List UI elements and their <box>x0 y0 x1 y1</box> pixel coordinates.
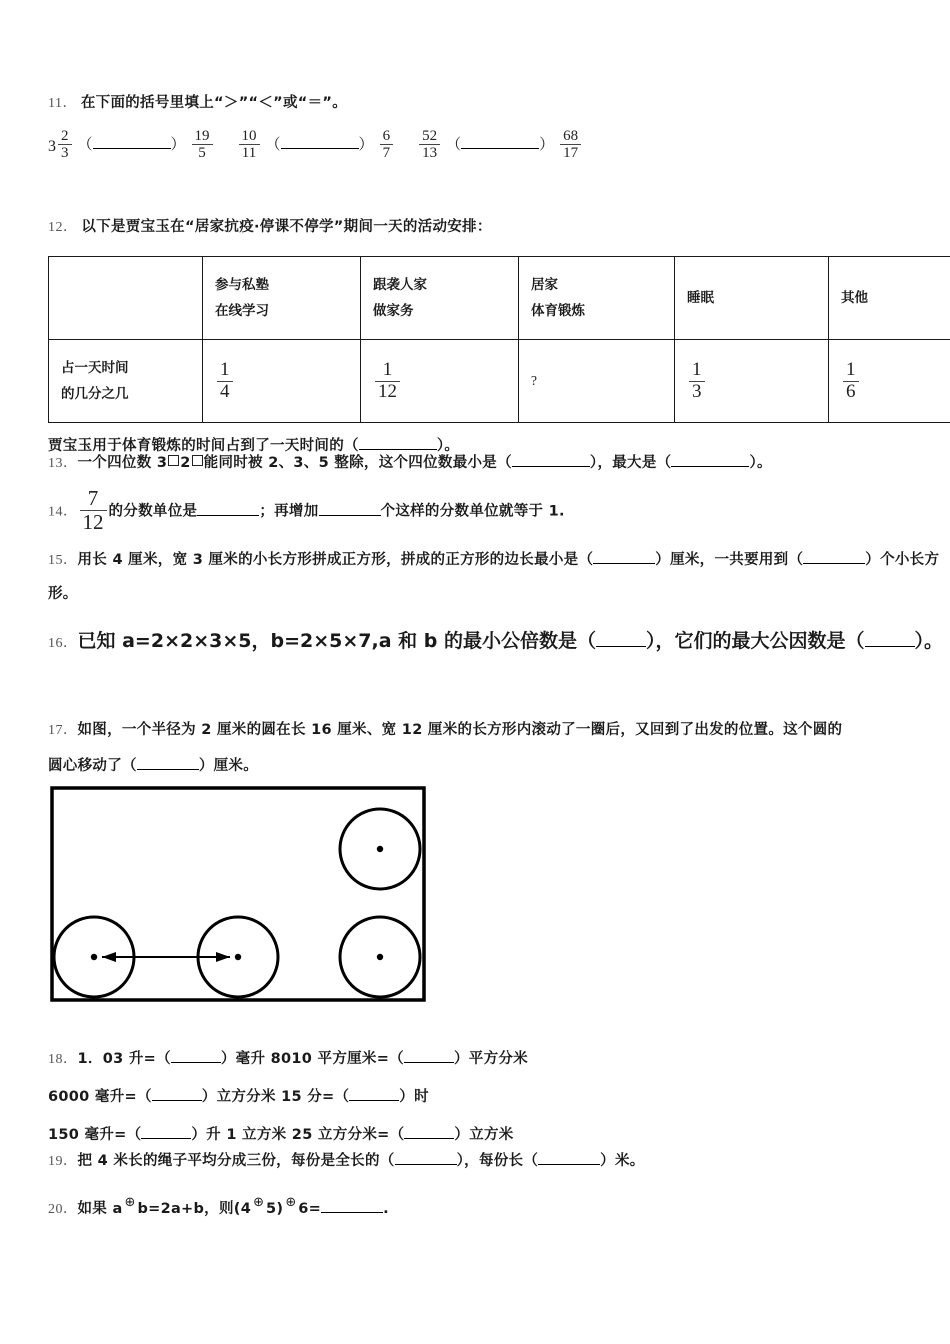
table-cell-corner <box>49 257 203 340</box>
q18-answer-blank-4[interactable] <box>349 1100 399 1101</box>
q11-paren-open-3: （ <box>446 135 462 154</box>
question-16-number: 16． <box>48 636 78 651</box>
schedule-table <box>48 256 950 423</box>
q13-text-5: ）。 <box>749 455 772 471</box>
question-17 <box>48 712 948 783</box>
q11-fraction-10-11: $\frac{10}{11}$ <box>239 128 260 161</box>
q12-followup-text-2: ）。 <box>436 438 460 455</box>
table-value-1 <box>203 340 361 423</box>
q14-text-3: 个这样的分数单位就等于 1. <box>380 503 565 520</box>
q11-mixed-number <box>48 128 74 162</box>
q13-text-4: ），最大是（ <box>589 455 672 471</box>
q14-answer-blank-2[interactable] <box>319 515 381 516</box>
q13-text-1: 一个四位数 3 <box>77 455 168 471</box>
q11-answer-blank-2[interactable] <box>281 148 359 149</box>
header-4-line1: 睡眠 <box>687 290 714 307</box>
q20-text-1: 如果 a <box>77 1201 123 1217</box>
q18-text-2b: ）立方分米 15 分=（ <box>201 1088 350 1105</box>
q15-answer-blank-2[interactable] <box>803 563 865 564</box>
question-15 <box>48 543 943 611</box>
q18-line-1 <box>48 1040 948 1078</box>
question-12-number: 12． <box>48 220 78 235</box>
q16-answer-blank-lcm[interactable] <box>596 646 646 647</box>
table-header-activity-3 <box>519 257 675 340</box>
question-18-number: 18． <box>48 1052 78 1067</box>
table-header-activity-2 <box>361 257 519 340</box>
q13-answer-blank-max[interactable] <box>671 466 749 467</box>
question-11-prompt <box>48 88 918 118</box>
diagram-circle-center-dot-bottom-right <box>377 954 383 960</box>
q18-text-3a: 150 毫升=（ <box>48 1126 142 1143</box>
row-label-line2: 的几分之几 <box>61 386 129 403</box>
q15-text-3: ）个小长方形。 <box>48 552 940 603</box>
diagram-rectangle <box>52 788 424 1000</box>
q12-followup-text-1: 贾宝玉用于体育锻炼的时间占到了一天时间的（ <box>48 438 359 455</box>
q13-answer-blank-min[interactable] <box>512 466 590 467</box>
question-13-number: 13． <box>48 456 78 471</box>
q19-text-2: ），每份长（ <box>456 1153 539 1169</box>
question-11 <box>48 88 918 162</box>
question-12-prompt-text: 以下是贾宝玉在“居家抗疫·停课不停学”期间一天的活动安排： <box>81 219 492 235</box>
q15-text-1: 用长 4 厘米，宽 3 厘米的小长方形拼成正方形，拼成的正方形的边长最小是（ <box>77 552 594 568</box>
question-17-figure <box>50 786 430 1009</box>
question-19-number: 19． <box>48 1154 78 1169</box>
rolling-circle-diagram <box>50 786 430 1004</box>
q16-text-1: 已知 a=2×2×3×5，b=2×5×7,a 和 b 的最小公倍数是（ <box>77 630 597 652</box>
header-1-line1: 参与私塾 <box>215 276 269 293</box>
q17-text-1: 如图，一个半径为 2 厘米的圆在长 16 厘米、宽 12 厘米的长方形内滚动了一圈后，又回到了出发的位置。这个圆的 <box>77 722 843 738</box>
q19-answer-blank-2[interactable] <box>538 1164 600 1165</box>
header-5-line1: 其他 <box>841 290 868 307</box>
q11-fraction-6-7: $\frac{6}{7}$ <box>380 128 394 161</box>
q11-answer-blank-1[interactable] <box>93 148 171 149</box>
header-2-line2: 做家务 <box>373 303 414 320</box>
q18-text-2a: 6000 毫升=（ <box>48 1088 152 1105</box>
question-16 <box>48 620 948 664</box>
question-15-number: 15． <box>48 553 78 568</box>
q17-answer-blank[interactable] <box>137 769 199 770</box>
fraction-1-6: $\frac{1}{6}$ <box>843 360 859 402</box>
q20-text-5: . <box>383 1201 389 1217</box>
question-20-number: 20． <box>48 1202 78 1217</box>
q18-answer-blank-3[interactable] <box>152 1100 202 1101</box>
q18-answer-blank-2[interactable] <box>404 1062 454 1063</box>
question-12 <box>48 212 928 461</box>
q20-text-2: b=2a+b，则(4 <box>137 1201 252 1217</box>
q17-text-2: 圆心移动了（ <box>48 757 137 774</box>
question-19 <box>48 1146 948 1176</box>
q17-text-3: ）厘米。 <box>198 757 259 774</box>
q19-text-3: ）米。 <box>600 1153 645 1169</box>
q11-paren-open-2: （ <box>265 135 281 154</box>
q13-placeholder-box-1 <box>168 455 179 466</box>
circled-plus-icon-2: ⊕ <box>253 1195 265 1210</box>
q13-text-3: 能同时被 2、3、5 整除，这个四位数最小是（ <box>203 455 512 471</box>
q18-text-1a: 1．03 升=（ <box>77 1051 171 1067</box>
table-row-label <box>49 340 203 423</box>
table-header-activity-4 <box>675 257 829 340</box>
q11-fraction-68-17: $\frac{68}{17}$ <box>560 128 581 161</box>
q18-text-3c: ）立方米 <box>454 1126 514 1143</box>
table-header-row <box>49 257 950 340</box>
q11-fraction-19-5: $\frac{19}{5}$ <box>192 128 213 161</box>
question-18 <box>48 1040 948 1154</box>
question-12-prompt <box>48 212 928 242</box>
q14-text-1: 的分数单位是 <box>108 503 198 520</box>
table-value-3-unknown: ? <box>519 340 675 423</box>
diagram-circle-center-dot-bottom-middle <box>235 954 241 960</box>
q14-text-2: ；再增加 <box>259 503 319 520</box>
q15-answer-blank-1[interactable] <box>593 563 655 564</box>
question-17-number: 17． <box>48 723 78 738</box>
question-11-expressions <box>48 128 918 162</box>
q15-text-2: ）厘米，一共要用到（ <box>655 552 804 568</box>
q18-answer-blank-6[interactable] <box>404 1138 454 1139</box>
table-header-activity-1 <box>203 257 361 340</box>
q18-line-2 <box>48 1078 948 1116</box>
q18-text-2c: ）时 <box>399 1088 429 1105</box>
fraction-1-4: $\frac{1}{4}$ <box>217 360 233 402</box>
header-1-line2: 在线学习 <box>215 303 269 320</box>
q16-text-3: ）。 <box>914 630 944 652</box>
q20-text-4: 6= <box>298 1201 322 1217</box>
circled-plus-icon-1: ⊕ <box>124 1195 136 1210</box>
table-data-row <box>49 340 950 423</box>
table-value-5 <box>829 340 950 423</box>
diagram-arrow-head-left <box>102 952 116 962</box>
circled-plus-icon-3: ⊕ <box>285 1195 297 1210</box>
q11-paren-close-1: ） <box>170 135 186 154</box>
q11-paren-close-2: ） <box>358 135 374 154</box>
q14-fraction-7-12: $\frac{7}{12}$ <box>80 487 107 533</box>
q16-text-2: ），它们的最大公因数是（ <box>646 630 865 652</box>
q11-mixed-fraction: $\frac{2}{3}$ <box>58 128 72 161</box>
q11-mixed-whole: 3 <box>48 137 56 155</box>
table-value-4 <box>675 340 829 423</box>
header-3-line1: 居家 <box>531 276 558 293</box>
question-14 <box>48 487 938 533</box>
q18-text-1c: ）平方分米 <box>453 1051 528 1067</box>
table-header-activity-5 <box>829 257 950 340</box>
question-13 <box>48 448 938 478</box>
q18-answer-blank-1[interactable] <box>171 1062 221 1063</box>
fraction-1-12: $\frac{1}{12}$ <box>375 360 400 402</box>
q11-paren-close-3: ） <box>539 135 555 154</box>
q18-text-3b: ）升 1 立方米 25 立方分米=（ <box>191 1126 405 1143</box>
header-2-line1: 跟袭人家 <box>373 276 427 293</box>
diagram-circle-center-dot-bottom-left <box>91 954 97 960</box>
q16-answer-blank-gcd[interactable] <box>865 646 915 647</box>
fraction-1-3: $\frac{1}{3}$ <box>689 360 705 402</box>
q20-answer-blank[interactable] <box>321 1212 383 1213</box>
q14-answer-blank-1[interactable] <box>197 515 259 516</box>
question-20 <box>48 1190 948 1224</box>
header-3-line2: 体育锻炼 <box>531 303 585 320</box>
q13-text-2: 2 <box>180 455 191 471</box>
q19-answer-blank-1[interactable] <box>395 1164 457 1165</box>
q13-placeholder-box-2 <box>192 455 203 466</box>
q11-answer-blank-3[interactable] <box>461 148 539 149</box>
q11-paren-open-1: （ <box>77 135 93 154</box>
q18-text-1b: ）毫升 8010 平方厘米=（ <box>220 1051 404 1067</box>
table-value-2 <box>361 340 519 423</box>
row-label-line1: 占一天时间 <box>61 359 129 376</box>
question-11-prompt-text: 在下面的括号里填上“＞”“＜”或“＝”。 <box>80 95 348 111</box>
q19-text-1: 把 4 米长的绳子平均分成三份，每份是全长的（ <box>77 1153 395 1169</box>
diagram-arrow-head-right <box>216 952 230 962</box>
question-11-number: 11． <box>48 96 77 111</box>
question-14-number: 14． <box>48 504 78 520</box>
q11-fraction-52-13: $\frac{52}{13}$ <box>419 128 440 161</box>
diagram-circle-center-dot-top-right <box>377 846 383 852</box>
q20-text-3: 5) <box>266 1201 284 1217</box>
q18-answer-blank-5[interactable] <box>141 1138 191 1139</box>
